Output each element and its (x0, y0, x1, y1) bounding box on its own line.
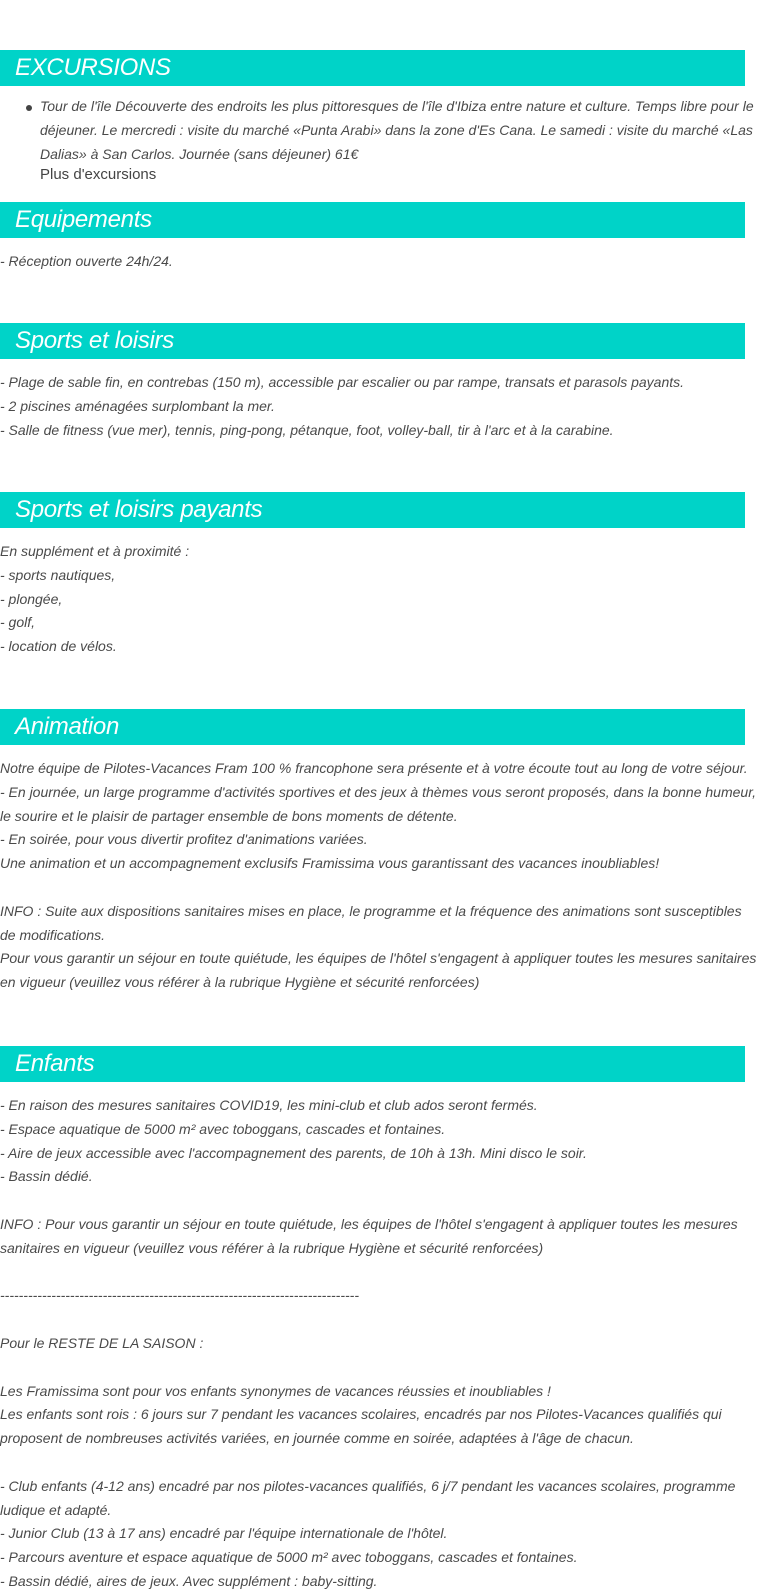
text-line: - Bassin dédié. (0, 1168, 93, 1185)
section-title-enfants: Enfants (0, 1046, 745, 1082)
text-line: - 2 piscines aménagées surplombant la mer. (0, 397, 275, 414)
text-line: En supplément et à proximité : (0, 543, 190, 559)
separator-line: ----------------------------------------------------------------------------- (0, 1287, 359, 1304)
more-excursions-link[interactable]: Plus d'excursions (40, 166, 157, 183)
section-title-sports: Sports et loisirs (0, 323, 745, 359)
text-line: - Bassin dédié, aires de jeux. Avec supplément : baby-sitting. (0, 1572, 378, 1589)
text-line (0, 1189, 750, 1213)
text-line: - En soirée, pour vous divertir profitez d'animations variées. (0, 831, 368, 848)
text-line: - plongée, (0, 590, 63, 607)
text-line: - Salle de fitness (vue mer), tennis, ping-pong, pétanque, foot, volley-ball, tir à l'arc et à la carabine. (0, 421, 614, 438)
text-line: - En raison des mesures sanitaires COVID19, les mini-club et club ados seront fermés. (0, 1097, 538, 1113)
text-line: le sourire et le plaisir de partager ensemble de bons moments de détente. (0, 807, 458, 824)
text-line: sanitaires en vigueur (veuillez vous référer à la rubrique Hygiène et sécurité renforcées) (0, 1239, 544, 1256)
text-line: - location de vélos. (0, 638, 117, 655)
text-line: - Aire de jeux accessible avec l'accompagnement des parents, de 10h à 13h. Mini disco le soir. (0, 1144, 587, 1161)
text-line: - golf, (0, 614, 36, 631)
text-line (0, 1308, 750, 1332)
text-line (0, 1261, 750, 1285)
text-line: - Réception ouverte 24h/24. (0, 253, 173, 269)
text-line: Pour le RESTE DE LA SAISON : (0, 1334, 204, 1351)
text-line (0, 1451, 750, 1475)
text-line: INFO : Suite aux dispositions sanitaires mises en place, le programme et la fréquence des animations sont susceptibles (0, 902, 742, 919)
text-line: Tour de l'île Découverte des endroits les plus pittoresques de l'île d'Ibiza entre nature et culture. Temps libre pour le (40, 98, 754, 114)
animation-content (0, 757, 757, 995)
text-line: - Parcours aventure et espace aquatique de 5000 m² avec toboggans, cascades et fontaines. (0, 1549, 578, 1566)
text-line: Pour vous garantir un séjour en toute quiétude, les équipes de l'hôtel s'engagent à appliquer toutes les mesures sanitaires (0, 950, 757, 967)
text-line: de modifications. (0, 926, 106, 943)
text-line: - Club enfants (4-12 ans) encadré par nos pilotes-vacances qualifiés, 6 j/7 pendant les vacances scolaires, programme (0, 1477, 736, 1494)
text-line: déjeuner. Le mercredi : visite du marché «Punta Arabi» dans la zone d'Es Cana. Le samedi : visite du marché «Las (40, 121, 753, 138)
enfants-content (0, 1094, 750, 1594)
text-line: en vigueur (veuillez vous référer à la rubrique Hygiène et sécurité renforcées) (0, 974, 480, 991)
text-line: Les Framissima sont pour vos enfants synonymes de vacances réussies et inoubliables ! (0, 1382, 551, 1399)
section-title-excursions: EXCURSIONS (0, 50, 745, 86)
text-line: INFO : Pour vous garantir un séjour en toute quiétude, les équipes de l'hôtel s'engagent à appliquer toutes les mesures (0, 1215, 738, 1232)
text-line (0, 1356, 750, 1380)
text-line: Dalias» à San Carlos. Journée (sans déjeuner) 61€ (40, 145, 359, 162)
bullet-icon (26, 105, 32, 111)
excursion-description (40, 95, 758, 166)
text-line: - En journée, un large programme d'activités sportives et des jeux à thèmes vous seront proposés, dans la bonne humeur, (0, 783, 756, 800)
text-line: proposent de nombreuses activités variées, en journée comme en soirée, adaptées à l'âge de chacun. (0, 1430, 634, 1447)
text-line (0, 876, 750, 900)
text-line: Une animation et un accompagnement exclusifs Framissima vous garantissant des vacances inoubliables! (0, 855, 660, 872)
sports-content (0, 371, 750, 442)
text-line: - Plage de sable fin, en contrebas (150 m), accessible par escalier ou par rampe, transats et parasols payants. (0, 374, 685, 390)
text-line: Notre équipe de Pilotes-Vacances Fram 100 % francophone sera présente et à votre écoute tout au long de votre séjour. (0, 760, 748, 776)
text-line: - Espace aquatique de 5000 m² avec toboggans, cascades et fontaines. (0, 1120, 446, 1137)
section-title-animation: Animation (0, 709, 745, 745)
text-line: - sports nautiques, (0, 566, 116, 583)
sports-payants-content (0, 540, 750, 659)
text-line: - Junior Club (13 à 17 ans) encadré par l'équipe internationale de l'hôtel. (0, 1525, 448, 1542)
equipements-content (0, 250, 750, 274)
section-title-sports-payants: Sports et loisirs payants (0, 492, 745, 528)
text-line: ludique et adapté. (0, 1501, 112, 1518)
text-line: Les enfants sont rois : 6 jours sur 7 pendant les vacances scolaires, encadrés par nos Pilotes-Vacances qualifiés qui (0, 1406, 722, 1423)
section-title-equipements: Equipements (0, 202, 745, 238)
